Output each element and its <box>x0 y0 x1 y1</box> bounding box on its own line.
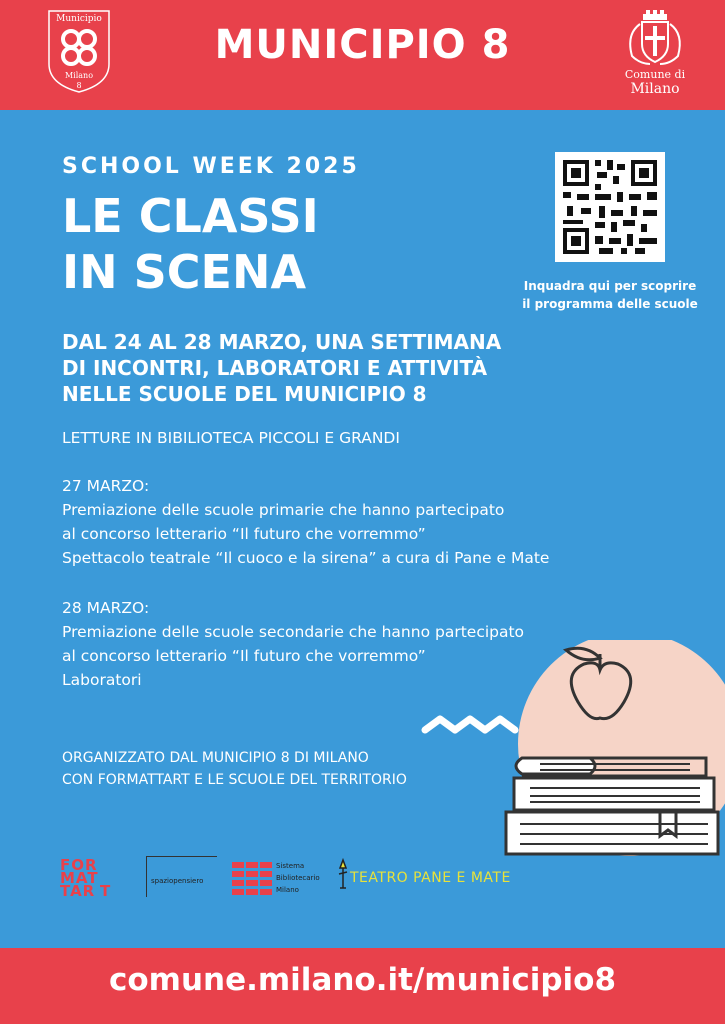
day2-line: Premiazione delle scuole secondarie che hanno partecipato <box>62 623 525 641</box>
formattart-logo-part: TAR <box>60 882 96 900</box>
organizer-line: CON FORMATTART E LE SCUOLE DEL TERRITORIO <box>62 772 407 788</box>
sbm-text: Milano <box>276 886 299 894</box>
spaziopensiero-text: spaziopensiero <box>151 877 204 885</box>
teatro-pane-e-mate-logo <box>336 858 516 894</box>
formattart-logo-part: MAT <box>60 869 99 887</box>
qr-caption-line1: Inquadra qui per scoprire <box>523 279 697 293</box>
day1-date: 27 MARZO: <box>62 477 150 495</box>
event-title-line2: IN SCENA <box>62 245 307 299</box>
lead-line: NELLE SCUOLE DEL MUNICIPIO 8 <box>62 382 427 406</box>
lead-line: DAL 24 AL 28 MARZO, UNA SETTIMANA <box>62 330 502 354</box>
sbm-logo <box>232 860 332 896</box>
sbm-bars-icon <box>232 860 272 896</box>
formattart-logo <box>60 856 120 900</box>
day2-line: al concorso letterario “Il futuro che vorremmo” <box>62 647 426 665</box>
sbm-text: Bibliotecario <box>276 874 320 882</box>
comune-crest-logo <box>620 10 690 100</box>
spaziopensiero-logo <box>146 856 217 897</box>
formattart-logo-part: T <box>100 882 112 900</box>
program-intro: LETTURE IN BIBILIOTECA PICCOLI E GRANDI <box>62 429 400 447</box>
footer-url-link[interactable]: comune.milano.it/municipio8 <box>108 962 617 998</box>
event-kicker: SCHOOL WEEK 2025 <box>62 154 360 179</box>
apple-books-icon <box>500 640 725 870</box>
formattart-logo-part: FOR <box>60 856 98 874</box>
day2-line: Laboratori <box>62 671 142 689</box>
qr-caption-line2: il programma delle scuole <box>522 297 698 311</box>
municipio-logo-top-text: Municipio <box>56 14 102 24</box>
day1-line: Premiazione delle scuole primarie che hanno partecipato <box>62 501 505 519</box>
header-title: MUNICIPIO 8 <box>214 22 511 68</box>
comune-logo-line1: Comune di <box>624 68 686 81</box>
day1-line: al concorso letterario “Il futuro che vorremmo” <box>62 525 426 543</box>
qr-code[interactable] <box>555 152 665 262</box>
event-title-line1: LE CLASSI <box>62 189 319 243</box>
crest-icon <box>620 10 690 68</box>
municipio-shield-logo <box>46 8 112 94</box>
qr-code-icon <box>555 152 665 262</box>
municipio-logo-number: 8 <box>76 81 82 90</box>
municipio-logo-city: Milano <box>64 71 94 80</box>
lead-line: DI INCONTRI, LABORATORI E ATTIVITÀ <box>62 356 488 380</box>
day1-line: Spettacolo teatrale “Il cuoco e la sirena” a cura di Pane e Mate <box>62 549 550 567</box>
sbm-text: Sistema <box>276 862 305 870</box>
day2-date: 28 MARZO: <box>62 599 150 617</box>
comune-logo-line2: Milano <box>630 81 680 97</box>
teatro-figure-icon <box>336 858 350 894</box>
organizer-line: ORGANIZZATO DAL MUNICIPIO 8 DI MILANO <box>62 750 369 766</box>
teatro-text: TEATRO PANE E MATE <box>350 870 511 886</box>
